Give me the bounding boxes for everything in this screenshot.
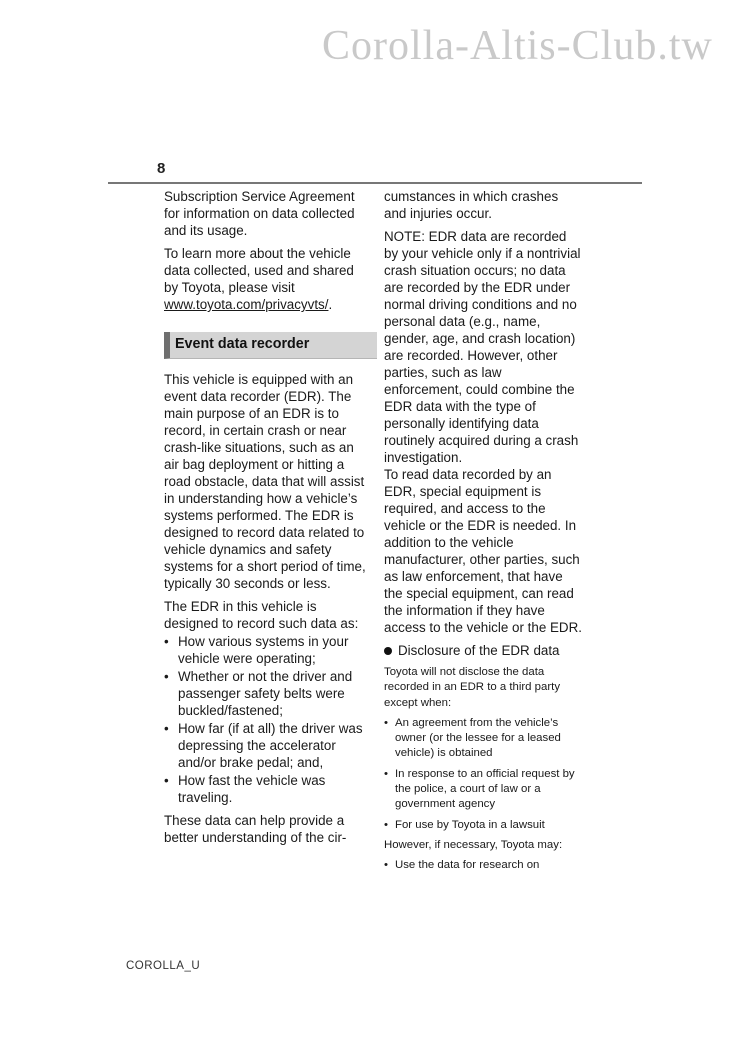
privacy-link[interactable]: www.toyota.com/privacyvts/ <box>164 297 329 312</box>
list-item: • How fast the vehicle was traveling. <box>164 772 369 806</box>
list-item: • Use the data for research on <box>384 858 582 873</box>
disclosure-section <box>384 665 582 874</box>
however-paragraph: However, if necessary, Toyota may: <box>384 838 563 851</box>
watermark: Corolla-Altis-Club.tw <box>322 23 713 69</box>
note-paragraph: NOTE: EDR data are recorded by your vehicle only if a nontrivial crash situation occurs; no data are recorded by the EDR under normal driving conditions and no personal data (e.g., name, gender, age, and crash location) are recorded. However, other parties, such as law enforcement, could combine the EDR data with the type of personally identifying data routinely acquired during a crash investigation. <box>384 229 581 465</box>
edr-paragraph-2: The EDR in this vehicle is designed to record such data as: <box>164 599 359 631</box>
bullet-dot-icon <box>384 647 392 655</box>
header-rule <box>108 182 642 184</box>
may-list <box>384 858 582 873</box>
disclosure-subheading <box>384 642 582 659</box>
list-item: • In response to an official request by the police, a court of law or a government agency <box>384 767 582 813</box>
disclosure-intro: Toyota will not disclose the data recorded in an EDR to a third party except when: <box>384 666 561 709</box>
edr-paragraph-1: This vehicle is equipped with an event data recorder (EDR). The main purpose of an EDR is to record, in certain crash or near crash-like situations, such as an air bag deployment or hitting a road obstacle, data that will assist in understanding how a vehicle’s systems performed. The EDR is designed to record data related to vehicle dynamics and safety systems for a short period of time, typically 30 seconds or less. <box>164 372 366 591</box>
privacy-paragraph <box>164 245 369 313</box>
edr-paragraph-3: These data can help provide a better understanding of the cir- <box>164 813 347 845</box>
privacy-text: To learn more about the vehicle data collected, used and shared by Toyota, please visit <box>164 246 354 295</box>
list-item: • How various systems in your vehicle were operating; <box>164 633 369 667</box>
read-data-paragraph: To read data recorded by an EDR, special equipment is required, and access to the vehicle or the EDR is needed. In addition to the vehicle manufacturer, other parties, such as law enforcement, that have the special equipment, can read the information if they have access to the vehicle or the EDR. <box>384 467 582 635</box>
section-heading-edr: Event data recorder <box>164 332 377 359</box>
list-item: • Whether or not the driver and passenger safety belts were buckled/fastened; <box>164 668 369 719</box>
intro-paragraph: Subscription Service Agreement for information on data collected and its usage. <box>164 189 355 238</box>
list-item: • For use by Toyota in a lawsuit <box>384 818 582 833</box>
footer-label: COROLLA_U <box>126 960 201 972</box>
right-column <box>384 188 582 879</box>
list-item: • How far (if at all) the driver was depressing the accelerator and/or brake pedal; and, <box>164 720 369 771</box>
page-number: 8 <box>157 160 166 177</box>
left-column <box>164 188 369 852</box>
disclosure-list <box>384 716 582 833</box>
list-item: • An agreement from the vehicle’s owner (or the lessee for a leased vehicle) is obtained <box>384 716 582 762</box>
continuation-paragraph: cumstances in which crashes and injuries occur. <box>384 189 559 221</box>
privacy-text-end: . <box>328 297 333 312</box>
edr-data-list <box>164 633 369 806</box>
disclosure-subheading-label: Disclosure of the EDR data <box>398 643 560 658</box>
